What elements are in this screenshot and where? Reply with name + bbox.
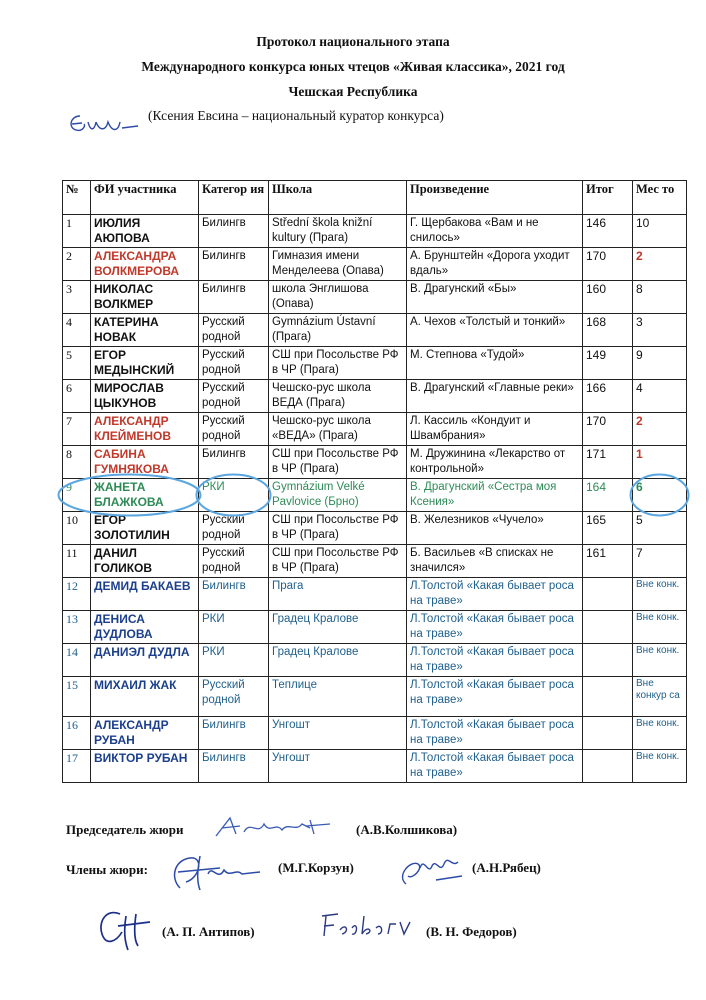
results-table xyxy=(62,180,687,783)
cell-place: Вне конкур са xyxy=(633,677,687,717)
cell-school: Чешско-рус школа «ВЕДА» (Прага) xyxy=(269,413,407,446)
cell-participant: АЛЕКСАНДР РУБАН xyxy=(91,717,199,750)
cell-work: Л.Толстой «Какая бывает роса на траве» xyxy=(407,717,583,750)
cell-category: Билингв xyxy=(199,215,269,248)
cell-number: 7 xyxy=(63,413,91,446)
cell-work: Б. Васильев «В списках не значился» xyxy=(407,545,583,578)
cell-category: Билингв xyxy=(199,248,269,281)
cell-school: Gymnázium Ústavní (Прага) xyxy=(269,314,407,347)
cell-total xyxy=(583,578,633,611)
cell-category: Русский родной xyxy=(199,347,269,380)
cell-work: Л.Толстой «Какая бывает роса на траве» xyxy=(407,677,583,717)
col-header-name: ФИ участника xyxy=(91,181,199,215)
table-row xyxy=(63,578,687,611)
table-row xyxy=(63,677,687,717)
cell-category: Билингв xyxy=(199,446,269,479)
jury-chair-name: (А.В.Колшикова) xyxy=(356,822,458,837)
table-row xyxy=(63,644,687,677)
cell-category: Русский родной xyxy=(199,677,269,717)
cell-number: 1 xyxy=(63,215,91,248)
cell-number: 16 xyxy=(63,717,91,750)
cell-participant: МИРОСЛАВ ЦЫКУНОВ xyxy=(91,380,199,413)
table-row xyxy=(63,380,687,413)
cell-total: 146 xyxy=(583,215,633,248)
table-row xyxy=(63,215,687,248)
cell-participant: АЛЕКСАНДРА ВОЛКМЕРОВА xyxy=(91,248,199,281)
curator-note: (Ксения Евсина – национальный куратор конкурса) xyxy=(148,108,444,123)
cell-work: Л.Толстой «Какая бывает роса на траве» xyxy=(407,750,583,783)
cell-work: В. Драгунский «Главные реки» xyxy=(407,380,583,413)
cell-school: СШ при Посольстве РФ в ЧР (Прага) xyxy=(269,512,407,545)
cell-participant: АЛЕКСАНДР КЛЕЙМЕНОВ xyxy=(91,413,199,446)
cell-work: Г. Щербакова «Вам и не снилось» xyxy=(407,215,583,248)
cell-number: 6 xyxy=(63,380,91,413)
cell-school: Чешско-рус школа ВЕДА (Прага) xyxy=(269,380,407,413)
cell-school: школа Энглишова (Опава) xyxy=(269,281,407,314)
cell-school: Унгошт xyxy=(269,750,407,783)
cell-participant: ДАНИЛ ГОЛИКОВ xyxy=(91,545,199,578)
member2-signature xyxy=(392,846,468,890)
cell-participant: КАТЕРИНА НОВАК xyxy=(91,314,199,347)
cell-category: Русский родной xyxy=(199,314,269,347)
cell-place: 2 xyxy=(633,248,687,281)
cell-school: Унгошт xyxy=(269,717,407,750)
cell-total: 170 xyxy=(583,248,633,281)
table-row xyxy=(63,750,687,783)
cell-school: Градец Кралове xyxy=(269,611,407,644)
table-row xyxy=(63,717,687,750)
cell-total: 149 xyxy=(583,347,633,380)
cell-school: Теплице xyxy=(269,677,407,717)
cell-school: Прага xyxy=(269,578,407,611)
cell-category: РКИ xyxy=(199,644,269,677)
cell-work: Л. Кассиль «Кондуит и Швамбрания» xyxy=(407,413,583,446)
cell-school: Gymnázium Velké Pavlovice (Брно) xyxy=(269,479,407,512)
chair-signature xyxy=(210,812,340,842)
jury-chair-label: Председатель жюри xyxy=(66,822,184,837)
cell-category: Билингв xyxy=(199,578,269,611)
cell-school: СШ при Посольстве РФ в ЧР (Прага) xyxy=(269,545,407,578)
cell-category: Русский родной xyxy=(199,545,269,578)
jury-member3-name: (А. П. Антипов) xyxy=(162,924,255,939)
cell-work: М. Дружинина «Лекарство от контрольной» xyxy=(407,446,583,479)
table-row xyxy=(63,413,687,446)
cell-number: 5 xyxy=(63,347,91,380)
col-header-number: № xyxy=(63,181,91,215)
cell-school: Střední škola knižní kultury (Прага) xyxy=(269,215,407,248)
cell-category: РКИ xyxy=(199,479,269,512)
cell-place: Вне конк. xyxy=(633,578,687,611)
curator-signature xyxy=(66,110,142,138)
table-row xyxy=(63,281,687,314)
cell-category: Русский родной xyxy=(199,512,269,545)
cell-number: 9 xyxy=(63,479,91,512)
cell-place: Вне конк. xyxy=(633,644,687,677)
cell-school: СШ при Посольстве РФ в ЧР (Прага) xyxy=(269,347,407,380)
doc-title-line1: Протокол национального этапа xyxy=(256,34,450,49)
cell-place: 6 xyxy=(633,479,687,512)
cell-number: 12 xyxy=(63,578,91,611)
cell-category: Билингв xyxy=(199,717,269,750)
table-header-row xyxy=(63,181,687,215)
cell-participant: САБИНА ГУМНЯКОВА xyxy=(91,446,199,479)
cell-number: 8 xyxy=(63,446,91,479)
cell-total: 166 xyxy=(583,380,633,413)
cell-participant: НИКОЛАС ВОЛКМЕР xyxy=(91,281,199,314)
jury-members-label: Члены жюри: xyxy=(66,862,148,877)
doc-title-line3: Чешская Республика xyxy=(288,84,418,99)
table-row xyxy=(63,545,687,578)
cell-total xyxy=(583,611,633,644)
cell-number: 4 xyxy=(63,314,91,347)
jury-member1-name: (М.Г.Корзун) xyxy=(278,860,354,875)
cell-work: Л.Толстой «Какая бывает роса на траве» xyxy=(407,611,583,644)
cell-number: 14 xyxy=(63,644,91,677)
cell-total: 164 xyxy=(583,479,633,512)
table-row xyxy=(63,347,687,380)
cell-category: Билингв xyxy=(199,750,269,783)
cell-total xyxy=(583,644,633,677)
member3-signature xyxy=(94,906,156,954)
cell-participant: ЕГОР ЗОЛОТИЛИН xyxy=(91,512,199,545)
cell-participant: ЖАНЕТА БЛАЖКОВА xyxy=(91,479,199,512)
table-row xyxy=(63,248,687,281)
cell-place: 9 xyxy=(633,347,687,380)
cell-number: 10 xyxy=(63,512,91,545)
cell-work: В. Железников «Чучело» xyxy=(407,512,583,545)
col-header-school: Школа xyxy=(269,181,407,215)
cell-participant: ДАНИЭЛ ДУДЛА xyxy=(91,644,199,677)
cell-total: 160 xyxy=(583,281,633,314)
cell-participant: ИЮЛИЯ АЮПОВА xyxy=(91,215,199,248)
cell-place: 1 xyxy=(633,446,687,479)
cell-place: Вне конк. xyxy=(633,750,687,783)
cell-place: 3 xyxy=(633,314,687,347)
cell-total: 165 xyxy=(583,512,633,545)
cell-number: 11 xyxy=(63,545,91,578)
cell-work: А. Чехов «Толстый и тонкий» xyxy=(407,314,583,347)
table-row xyxy=(63,611,687,644)
cell-place: 10 xyxy=(633,215,687,248)
table-row xyxy=(63,512,687,545)
cell-total: 170 xyxy=(583,413,633,446)
col-header-place: Мес то xyxy=(633,181,687,215)
cell-place: 8 xyxy=(633,281,687,314)
doc-title-line2: Международного конкурса юных чтецов «Живая классика», 2021 год xyxy=(141,59,565,74)
cell-participant: ДЕМИД БАКАЕВ xyxy=(91,578,199,611)
cell-number: 15 xyxy=(63,677,91,717)
cell-school: Градец Кралове xyxy=(269,644,407,677)
cell-total xyxy=(583,677,633,717)
col-header-work: Произведение xyxy=(407,181,583,215)
col-header-total: Итог xyxy=(583,181,633,215)
table-row xyxy=(63,446,687,479)
cell-place: 5 xyxy=(633,512,687,545)
jury-member4-name: (В. Н. Федоров) xyxy=(426,924,517,939)
cell-place: 7 xyxy=(633,545,687,578)
cell-participant: ДЕНИСА ДУДЛОВА xyxy=(91,611,199,644)
cell-place: 2 xyxy=(633,413,687,446)
cell-number: 13 xyxy=(63,611,91,644)
cell-category: РКИ xyxy=(199,611,269,644)
cell-school: СШ при Посольстве РФ в ЧР (Прага) xyxy=(269,446,407,479)
col-header-category: Категор ия xyxy=(199,181,269,215)
cell-total: 168 xyxy=(583,314,633,347)
table-row xyxy=(63,479,687,512)
member1-signature xyxy=(160,848,270,894)
cell-work: А. Брунштейн «Дорога уходит вдаль» xyxy=(407,248,583,281)
cell-work: Л.Толстой «Какая бывает роса на траве» xyxy=(407,578,583,611)
cell-participant: ЕГОР МЕДЫНСКИЙ xyxy=(91,347,199,380)
cell-place: Вне конк. xyxy=(633,717,687,750)
table-row xyxy=(63,314,687,347)
jury-member2-name: (А.Н.Рябец) xyxy=(472,860,541,875)
cell-number: 3 xyxy=(63,281,91,314)
cell-category: Русский родной xyxy=(199,380,269,413)
cell-place: 4 xyxy=(633,380,687,413)
cell-total xyxy=(583,750,633,783)
cell-number: 2 xyxy=(63,248,91,281)
cell-school: Гимназия имени Менделеева (Опава) xyxy=(269,248,407,281)
cell-place: Вне конк. xyxy=(633,611,687,644)
cell-total: 161 xyxy=(583,545,633,578)
cell-category: Билингв xyxy=(199,281,269,314)
member4-signature xyxy=(318,910,414,942)
cell-work: В. Драгунский «Сестра моя Ксения» xyxy=(407,479,583,512)
cell-participant: ВИКТОР РУБАН xyxy=(91,750,199,783)
cell-work: Л.Толстой «Какая бывает роса на траве» xyxy=(407,644,583,677)
cell-total xyxy=(583,717,633,750)
cell-work: М. Степнова «Тудой» xyxy=(407,347,583,380)
cell-category: Русский родной xyxy=(199,413,269,446)
cell-work: В. Драгунский «Бы» xyxy=(407,281,583,314)
cell-total: 171 xyxy=(583,446,633,479)
cell-participant: МИХАИЛ ЖАК xyxy=(91,677,199,717)
cell-number: 17 xyxy=(63,750,91,783)
